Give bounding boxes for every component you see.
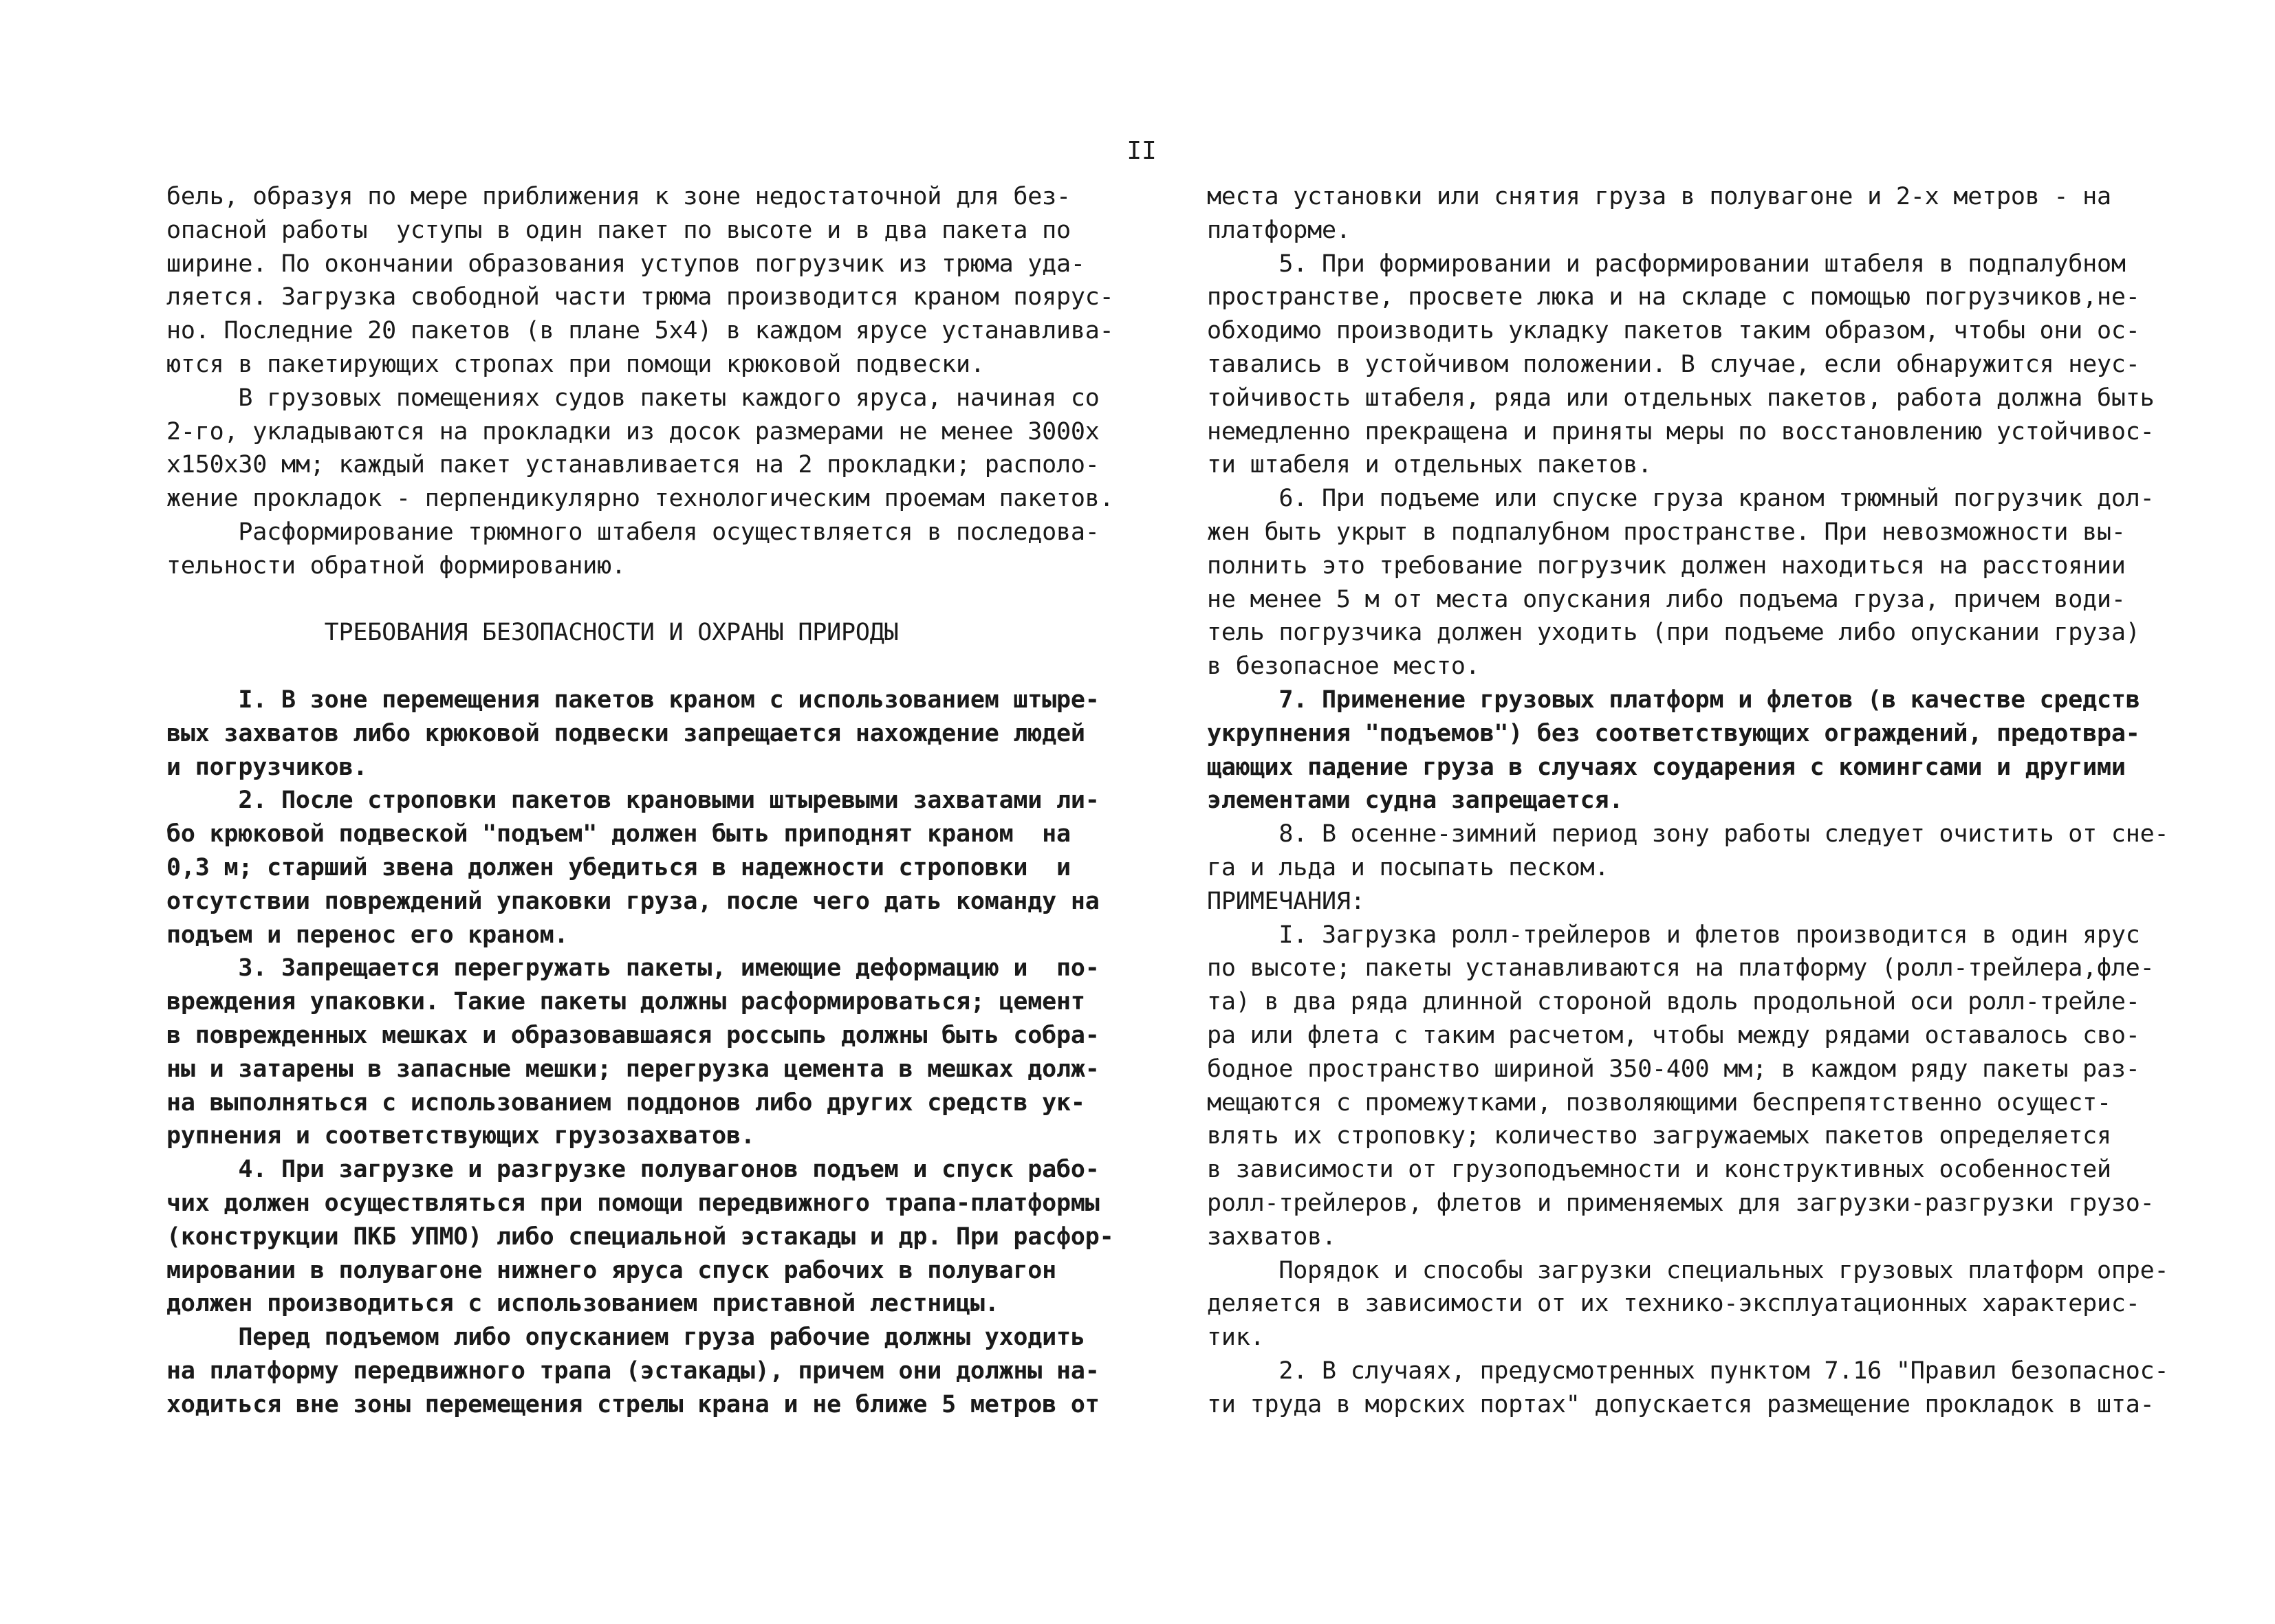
text-line: (конструкции ПКБ УПМО) либо специальной эстакады и др. При расфор- (166, 1222, 1114, 1251)
text-line: мещаются с промежутками, позволяющими беспрепятственно осущест- (1207, 1088, 2111, 1117)
text-line: х150х30 мм; каждый пакет устанавливается на 2 прокладки; располо- (166, 451, 1100, 479)
text-line: тавались в устойчивом положении. В случае, если обнаружится неус- (1207, 350, 2140, 378)
text-line: ляется. Загрузка свободной части трюма производится краном поярус- (166, 283, 1114, 311)
text-line: тойчивость штабеля, ряда или отдельных пакетов, работа должна быть (1207, 384, 2155, 412)
text-line: мировании в полувагоне нижнего яруса спуск рабочих в полувагон (166, 1256, 1057, 1284)
text-line: 7. Применение грузовых платформ и флетов (в качестве средств (1207, 685, 2140, 714)
text-line: по высоте; пакеты устанавливаются на платформу (ролл-трейлера,фле- (1207, 954, 2155, 983)
text-line: бодное пространство шириной 350-400 мм; в каждом ряду пакеты раз- (1207, 1055, 2140, 1083)
text-line: опасной работы уступы в один пакет по высоте и в два пакета по (166, 216, 1071, 244)
text-line: жение прокладок - перпендикулярно технологическим проемам пакетов. (166, 485, 1114, 513)
text-line: ширине. По окончании образования уступов погрузчик из трюма уда- (166, 250, 1085, 278)
text-line: вреждения упаковки. Такие пакеты должны расформироваться; цемент (166, 988, 1085, 1016)
text-line: ны и затарены в запасные мешки; перегрузка цемента в мешках долж- (166, 1055, 1100, 1083)
text-line: немедленно прекращена и приняты меры по восстановлению устойчивос- (1207, 417, 2155, 446)
text-line: на выполняться с использованием поддонов либо других средств ук- (166, 1088, 1085, 1117)
text-line: бо крюковой подвеской "подъем" должен быть приподнят краном на (166, 820, 1071, 848)
text-line: места установки или снятия груза в полувагоне и 2-х метров - на (1207, 183, 2111, 210)
text-line: и погрузчиков. (166, 753, 368, 781)
text-line: тель погрузчика должен уходить (при подъеме либо опускании груза) (1207, 619, 2140, 647)
text-line: вых захватов либо крюковой подвески запрещается нахождение людей (166, 719, 1085, 747)
text-line: платформе. (1207, 216, 1351, 244)
text-line: ются в пакетирующих стропах при помощи крюковой подвески. (166, 350, 985, 378)
text-line: но. Последние 20 пакетов (в плане 5х4) в каждом ярусе устанавлива- (166, 317, 1114, 345)
left-text-column (166, 180, 1115, 1421)
text-line (166, 583, 1115, 617)
text-line: ти штабеля и отдельных пакетов. (1207, 451, 1653, 479)
text-line: захватов. (1207, 1222, 1336, 1251)
text-line: I. В зоне перемещения пакетов краном с использованием штыре- (166, 685, 1100, 714)
text-line: 4. При загрузке и разгрузке полувагонов подъем и спуск рабо- (166, 1156, 1100, 1184)
section-heading: ТРЕБОВАНИЯ БЕЗОПАСНОСТИ И ОХРАНЫ ПРИРОДЫ (166, 619, 899, 647)
text-line: должен производиться с использованием приставной лестницы. (166, 1290, 999, 1318)
text-line: тельности обратной формированию. (166, 551, 626, 580)
text-line: 3. Запрещается перегружать пакеты, имеющие деформацию и по- (166, 954, 1100, 983)
text-line: в зависимости от грузоподъемности и конструктивных особенностей (1207, 1156, 2111, 1184)
text-line: отсутствии повреждений упаковки груза, после чего дать команду на (166, 887, 1100, 915)
text-line: Расформирование трюмного штабеля осуществляется в последова- (166, 518, 1100, 546)
text-line: тик. (1207, 1324, 1265, 1352)
text-line: В грузовых помещениях судов пакеты каждого яруса, начиная со (166, 384, 1100, 412)
right-text-column (1207, 180, 2169, 1421)
text-line: влять их строповку; количество загружаемых пакетов определяется (1207, 1122, 2111, 1150)
text-line: ролл-трейлеров, флетов и применяемых для загрузки-разгрузки грузо- (1207, 1189, 2155, 1217)
text-line: чих должен осуществляться при помощи передвижного трапа-платформы (166, 1189, 1100, 1217)
text-line: бель, образуя по мере приближения к зоне недостаточной для без- (166, 183, 1071, 210)
text-line: га и льда и посыпать песком. (1207, 853, 1609, 881)
text-line: Порядок и способы загрузки специальных грузовых платформ опре- (1207, 1256, 2169, 1284)
text-line: пространстве, просвете люка и на складе с помощью погрузчиков,не- (1207, 283, 2140, 311)
text-line: I. Загрузка ролл-трейлеров и флетов производится в один ярус (1207, 921, 2140, 949)
text-line: ходиться вне зоны перемещения стрелы крана и не ближе 5 метров от (166, 1390, 1100, 1418)
text-line: не менее 5 м от места опускания либо подъема груза, причем води- (1207, 585, 2126, 613)
text-line: на платформу передвижного трапа (эстакады), причем они должны на- (166, 1357, 1100, 1385)
text-line: укрупнения "подъемов") без соответствующих ограждений, предотвра- (1207, 719, 2140, 747)
text-line: в поврежденных мешках и образовавшаяся россыпь должны быть собра- (166, 1021, 1100, 1049)
text-line: полнить это требование погрузчик должен находиться на расстоянии (1207, 551, 2126, 580)
text-line: 2. В случаях, предусмотренных пунктом 7.16 "Правил безопаснос- (1207, 1357, 2169, 1385)
text-line: в безопасное место. (1207, 652, 1480, 681)
text-line: Перед подъемом либо опусканием груза рабочие должны уходить (166, 1324, 1085, 1352)
page-number: II (1126, 137, 1157, 165)
text-line: 8. В осенне-зимний период зону работы следует очистить от сне- (1207, 820, 2169, 848)
text-line: 2. После строповки пакетов крановыми штыревыми захватами ли- (166, 787, 1100, 815)
text-line: деляется в зависимости от их технико-эксплуатационных характерис- (1207, 1290, 2140, 1318)
text-line: ра или флета с таким расчетом, чтобы между рядами оставалось сво- (1207, 1021, 2140, 1049)
text-line: 5. При формировании и расформировании штабеля в подпалубном (1207, 250, 2126, 278)
text-line: ти труда в морских портах" допускается размещение прокладок в шта- (1207, 1390, 2155, 1418)
text-line: жен быть укрыт в подпалубном пространстве. При невозможности вы- (1207, 518, 2126, 546)
text-line: 0,3 м; старший звена должен убедиться в надежности строповки и (166, 853, 1071, 881)
text-line (166, 650, 1115, 683)
text-line: подъем и перенос его краном. (166, 921, 569, 949)
text-line: 6. При подъеме или спуске груза краном трюмный погрузчик дол- (1207, 485, 2155, 513)
text-line: элементами судна запрещается. (1207, 787, 1624, 815)
text-line: 2-го, укладываются на прокладки из досок размерами не менее 3000х (166, 417, 1100, 446)
notes-heading: ПРИМЕЧАНИЯ: (1207, 887, 1365, 915)
text-line: обходимо производить укладку пакетов таким образом, чтобы они ос- (1207, 317, 2140, 345)
text-line: та) в два ряда длинной стороной вдоль продольной оси ролл-трейле- (1207, 988, 2140, 1016)
text-line: щающих падение груза в случаях соударения с комингсами и другими (1207, 753, 2126, 781)
text-line: рупнения и соответствующих грузозахватов. (166, 1122, 755, 1150)
